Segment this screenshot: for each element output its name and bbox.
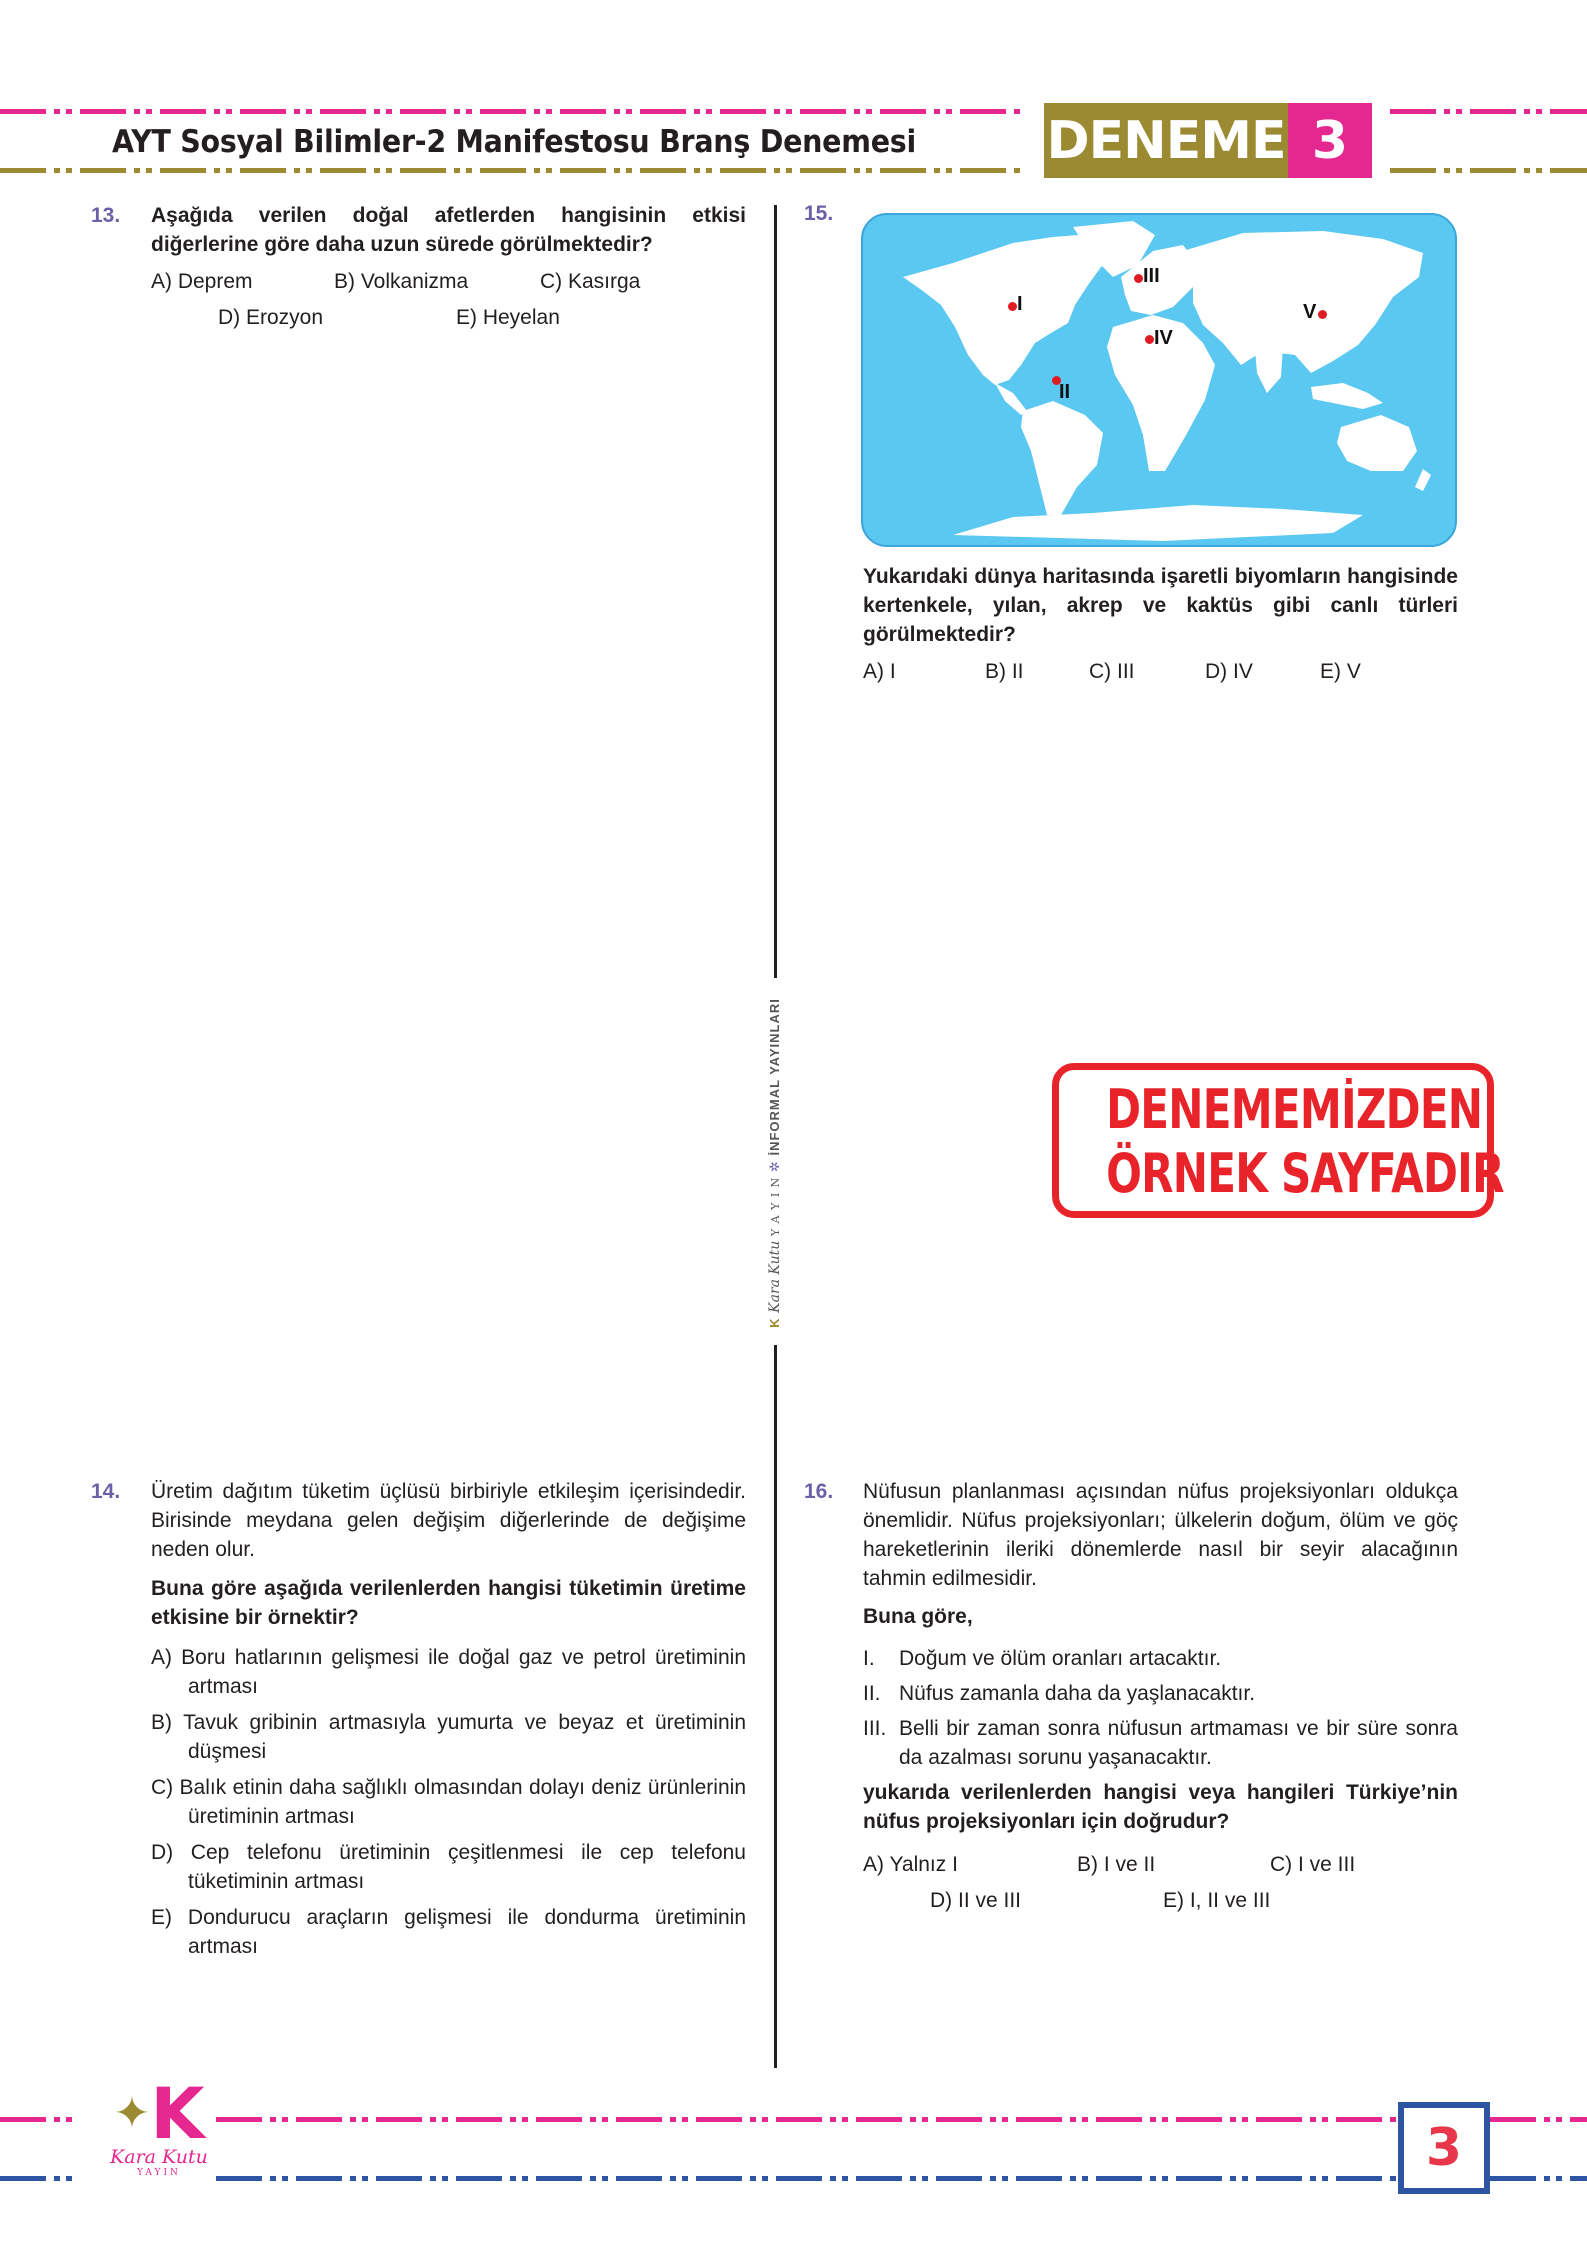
deneme-badge — [1044, 103, 1372, 178]
statement-i-text: Doğum ve ölüm oranları artacaktır. — [899, 1647, 1222, 1670]
question-13-options-row-1 — [151, 267, 746, 303]
page-number: 3 — [1398, 2102, 1490, 2194]
option-d[interactable]: D) IV — [1205, 660, 1253, 683]
header-rule-top-left — [0, 109, 1026, 114]
footer-rule-bottom-right — [1490, 2176, 1587, 2181]
kara-kutu-logo — [104, 2073, 214, 2187]
map-label-v: V — [1303, 301, 1317, 323]
world-map — [861, 213, 1457, 547]
statement-ii — [863, 1679, 1458, 1708]
option-a[interactable]: A) Yalnız I — [863, 1853, 958, 1876]
kara-kutu-logo-icon: ✦K — [113, 2073, 205, 2155]
footer-rule-top-middle — [216, 2117, 1398, 2122]
question-15 — [863, 562, 1458, 693]
badge-label: DENEME — [1044, 103, 1288, 178]
statement-i-num: I. — [863, 1647, 875, 1670]
question-number-14: 14. — [91, 1480, 121, 1503]
footer-rule-bottom-middle — [216, 2176, 1398, 2181]
page-title: AYT Sosyal Bilimler-2 Manifestosu Branş Denemesi — [112, 124, 916, 160]
option-b[interactable]: B) II — [985, 660, 1024, 683]
question-number-15: 15. — [804, 202, 834, 225]
map-label-iii: III — [1143, 265, 1160, 287]
footer-rule-bottom-left — [0, 2176, 76, 2181]
header-rule-top-right — [1390, 109, 1587, 114]
statement-iii-num: III. — [863, 1717, 887, 1740]
sample-page-stamp — [1052, 1063, 1504, 1218]
brand-informal: İNFORMAL YAYINLARI — [767, 997, 782, 1156]
question-13-options-row-2 — [151, 303, 746, 339]
statement-ii-text: Nüfus zamanla daha da yaşlanacaktır. — [899, 1682, 1256, 1705]
statement-iii — [863, 1714, 1458, 1772]
logo-name: Kara Kutu — [110, 2146, 208, 2168]
option-c[interactable]: C) Kasırga — [540, 270, 641, 293]
footer-rule-top-right — [1490, 2117, 1587, 2122]
stamp-line-2: ÖRNEK SAYFADIR — [1106, 1142, 1504, 1205]
option-d[interactable]: D) Cep telefonu üretiminin çeşitlenmesi ile cep telefonu tüketiminin artması — [151, 1841, 746, 1893]
question-16-options-row-1 — [863, 1850, 1458, 1886]
option-e[interactable]: E) I, II ve III — [1163, 1889, 1271, 1912]
question-15-stem: Yukarıdaki dünya haritasında işaretli biyomların hangisinde kertenkele, yılan, akrep ve kaktüs gibi canlı türleri görülmektedir? — [863, 565, 1458, 646]
question-number-13: 13. — [91, 204, 121, 227]
option-a[interactable]: A) Boru hatlarının gelişmesi ile doğal gaz ve petrol üretiminin artması — [151, 1646, 746, 1698]
option-a[interactable]: A) I — [863, 660, 896, 683]
badge-number: 3 — [1288, 103, 1372, 178]
kara-kutu-mini-logo-icon: K — [767, 1316, 782, 1328]
option-c[interactable]: C) III — [1089, 660, 1135, 683]
option-c[interactable]: C) I ve III — [1270, 1853, 1356, 1876]
map-marker-iii — [1134, 274, 1143, 283]
header-rule-bottom-left — [0, 168, 1026, 173]
map-marker-iv — [1145, 335, 1154, 344]
question-16-options-row-2 — [863, 1886, 1458, 1922]
option-a[interactable]: A) Deprem — [151, 270, 253, 293]
map-marker-v — [1318, 310, 1327, 319]
publisher-vertical-text — [760, 985, 790, 1340]
statement-ii-num: II. — [863, 1682, 881, 1705]
question-15-options-row — [863, 657, 1458, 693]
statement-iii-text: Belli bir zaman sonra nüfusun artmaması ve bir süre sonra da azalması sorunu yaşanacaktır. — [899, 1717, 1458, 1769]
option-b[interactable]: B) Tavuk gribinin artmasıyla yumurta ve beyaz et üretiminin düşmesi — [151, 1711, 746, 1763]
logo-sub: YAYIN — [137, 2168, 181, 2178]
map-label-ii: II — [1059, 381, 1071, 403]
statement-i — [863, 1644, 1458, 1673]
option-e[interactable]: E) Dondurucu araçların gelişmesi ile dondurma üretiminin artması — [151, 1906, 746, 1958]
map-marker-i — [1008, 302, 1017, 311]
column-divider-top — [774, 205, 777, 978]
brand-karakutu-sub: Y A Y I N — [769, 1176, 782, 1236]
footer-rule-top-left — [0, 2117, 76, 2122]
question-16-lead: Buna göre, — [863, 1605, 973, 1628]
question-13 — [151, 201, 746, 339]
header-rule-bottom-right — [1390, 168, 1587, 173]
option-e[interactable]: E) Heyelan — [456, 306, 560, 329]
brand-karakutu: Kara Kutu — [767, 1240, 783, 1313]
question-14 — [151, 1477, 746, 1961]
column-divider-bottom — [774, 1345, 777, 2068]
option-d[interactable]: D) Erozyon — [218, 306, 324, 329]
question-16 — [863, 1477, 1458, 1922]
option-d[interactable]: D) II ve III — [930, 1889, 1022, 1912]
stamp-line-1: DENEMEMİZDEN — [1106, 1078, 1483, 1141]
option-b[interactable]: B) Volkanizma — [334, 270, 469, 293]
option-c[interactable]: C) Balık etinin daha sağlıklı olmasından dolayı deniz ürünlerinin üretiminin artması — [151, 1776, 746, 1828]
question-16-stem: yukarıda verilenlerden hangisi veya hangileri Türkiye’nin nüfus projeksiyonları için doğrudur? — [863, 1781, 1458, 1833]
map-label-i: I — [1017, 293, 1023, 315]
question-13-stem: Aşağıda verilen doğal afetlerden hangisinin etkisi diğerlerine göre daha uzun sürede görülmektedir? — [151, 204, 746, 256]
question-14-intro: Üretim dağıtım tüketim üçlüsü birbiriyle etkileşim içerisindedir. Birisinde meydana gelen değişim diğerlerinde de değişime neden olur. — [151, 1480, 746, 1561]
option-b[interactable]: B) I ve II — [1077, 1853, 1156, 1876]
map-label-iv: IV — [1154, 327, 1173, 349]
option-e[interactable]: E) V — [1320, 660, 1361, 683]
informal-logo-icon: ✲ — [767, 1159, 782, 1172]
question-number-16: 16. — [804, 1480, 834, 1503]
question-14-stem: Buna göre aşağıda verilenlerden hangisi tüketimin üretime etkisine bir örnektir? — [151, 1577, 746, 1629]
question-16-intro: Nüfusun planlanması açısından nüfus projeksiyonları oldukça önemlidir. Nüfus projeksiyonları; ülkelerin doğum, ölüm ve göç hareketlerinin ileriki dönemlerde nasıl bir seyir alacağının tahmin edilmesidir. — [863, 1480, 1458, 1590]
